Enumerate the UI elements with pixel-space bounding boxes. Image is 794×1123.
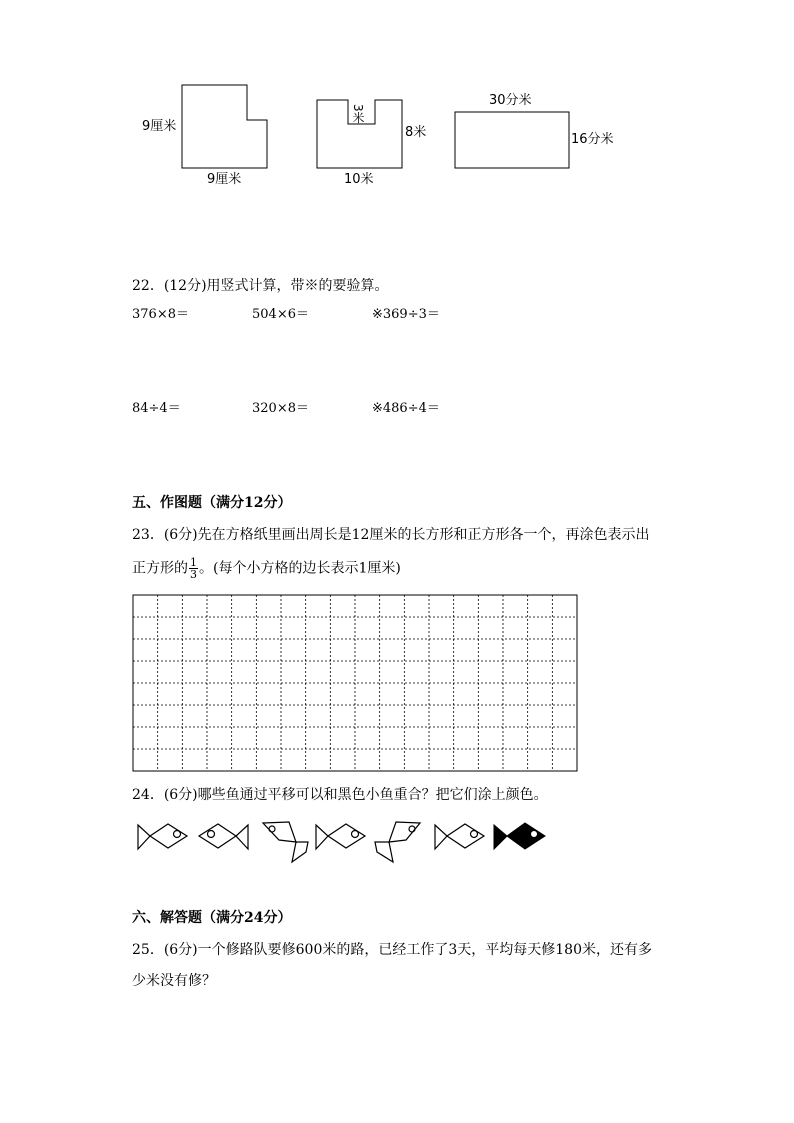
calc-item: 84÷4＝ [132,401,181,416]
fraction-numerator: 1 [190,556,197,569]
fish-icon [375,822,420,862]
calc-item: 320×8＝ [252,401,309,416]
question-23-line-1: 23．(6分)先在方格纸里画出周长是12厘米的长方形和正方形各一个，再涂色表示出 [132,527,650,543]
section-5-title: 五、作图题（满分12分） [132,495,292,511]
figure-2-notch-label: 3米 [351,104,365,124]
calc-item: 504×6＝ [252,307,309,322]
fish-icon [316,824,365,849]
figure-1-bottom-label: 9厘米 [207,172,242,187]
question-25-line-1: 25．(6分)一个修路队要修600米的路，已经工作了3天，平均每天修180米，还有多 [132,942,652,958]
figure-3-right-label: 16分米 [571,132,614,147]
question-24-stem: 24．(6分)哪些鱼通过平移可以和黑色小鱼重合？把它们涂上颜色。 [132,787,548,803]
calc-item: ※369÷3＝ [372,307,440,322]
question-22-stem: 22．(12分)用竖式计算，带※的要验算。 [132,278,389,294]
question-23-prefix: 正方形的 [132,560,188,577]
fraction-denominator: 3 [190,568,197,581]
fish-icon [435,824,484,849]
calc-item: ※486÷4＝ [372,401,440,416]
figure-2-bottom-label: 10米 [344,172,374,187]
figure-2-right-label: 8米 [405,125,427,140]
fish-icon [263,822,308,862]
fish-icon [138,824,187,849]
question-25-line-2: 少米没有修？ [132,973,216,989]
figure-1-left-label: 9厘米 [142,119,177,134]
section-6-title: 六、解答题（满分24分） [132,910,292,926]
question-23-suffix: 。(每个小方格的边长表示1厘米) [199,560,401,577]
black-fish-icon [494,823,545,849]
fish-icon [199,824,248,849]
figure-3-top-label: 30分米 [489,93,532,108]
calc-item: 376×8＝ [132,307,189,322]
